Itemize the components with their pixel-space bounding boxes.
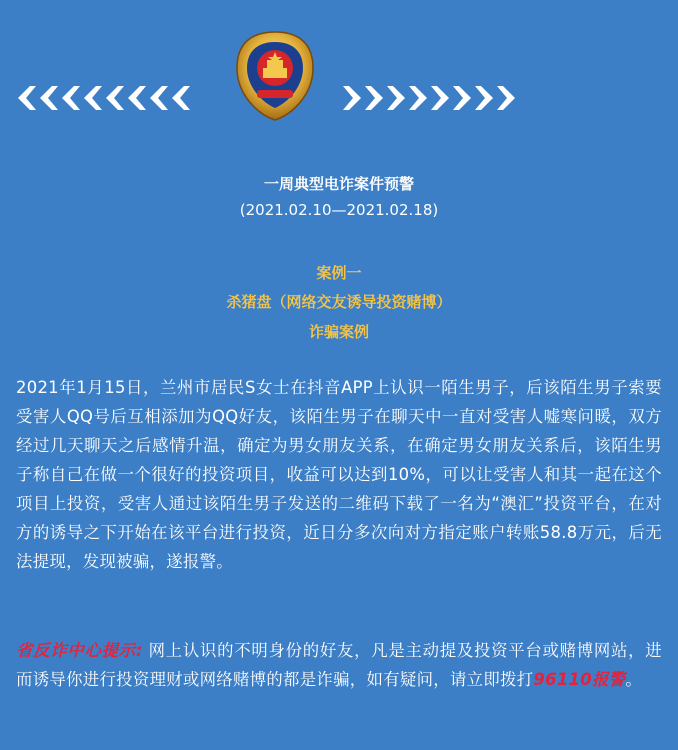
case-description: 2021年1月15日，兰州市居民S女士在抖音APP上认识一陌生男子，后该陌生男子索要受害人QQ号后互相添加为QQ好友，该陌生男子在聊天中一直对受害人嘘寒问暖，双方经过几天聊天之后感情升温，确定为男女朋友关系，在确定男女朋友关系后，该陌生男子称自己在做一个很好的投资项目，收益可以达到10%，可以让受害人和其一起在这个项目上投资，受害人通过该陌生男子发送的二维码下载了一名为“澳汇”投资平台，在对方的诱导之下开始在该平台进行投资，近日分多次向对方指定账户转账58.8万元，后无法提现，发现被骗，遂报警。 [16,378,662,571]
police-emblem-icon [227,28,323,124]
right-wing-icon [329,78,519,118]
left-wing-icon [14,78,204,118]
tip-label: 省反诈中心提示: [16,641,143,660]
page-title: 一周典型电诈案件预警 [263,175,414,193]
tip-end: 。 [625,670,643,689]
hotline-number: 96110 [533,670,592,689]
case-type: 杀猪盘（网络交友诱导投资赌博） [226,293,452,311]
date-range: (2021.02.10—2021.02.18) [239,201,439,219]
tip-report: 报警 [591,670,626,689]
tip-text: 网上认识的不明身份的好友，凡是主动提及投资平台或赌博网站，进而诱导你进行投资理财或网络赌博的都是诈骗，如有疑问，请立即拨打 [16,641,662,689]
case-kind: 诈骗案例 [308,323,369,341]
emblem-row [0,28,678,128]
anti-fraud-tip [16,636,662,694]
case-label: 案例一 [316,264,362,282]
